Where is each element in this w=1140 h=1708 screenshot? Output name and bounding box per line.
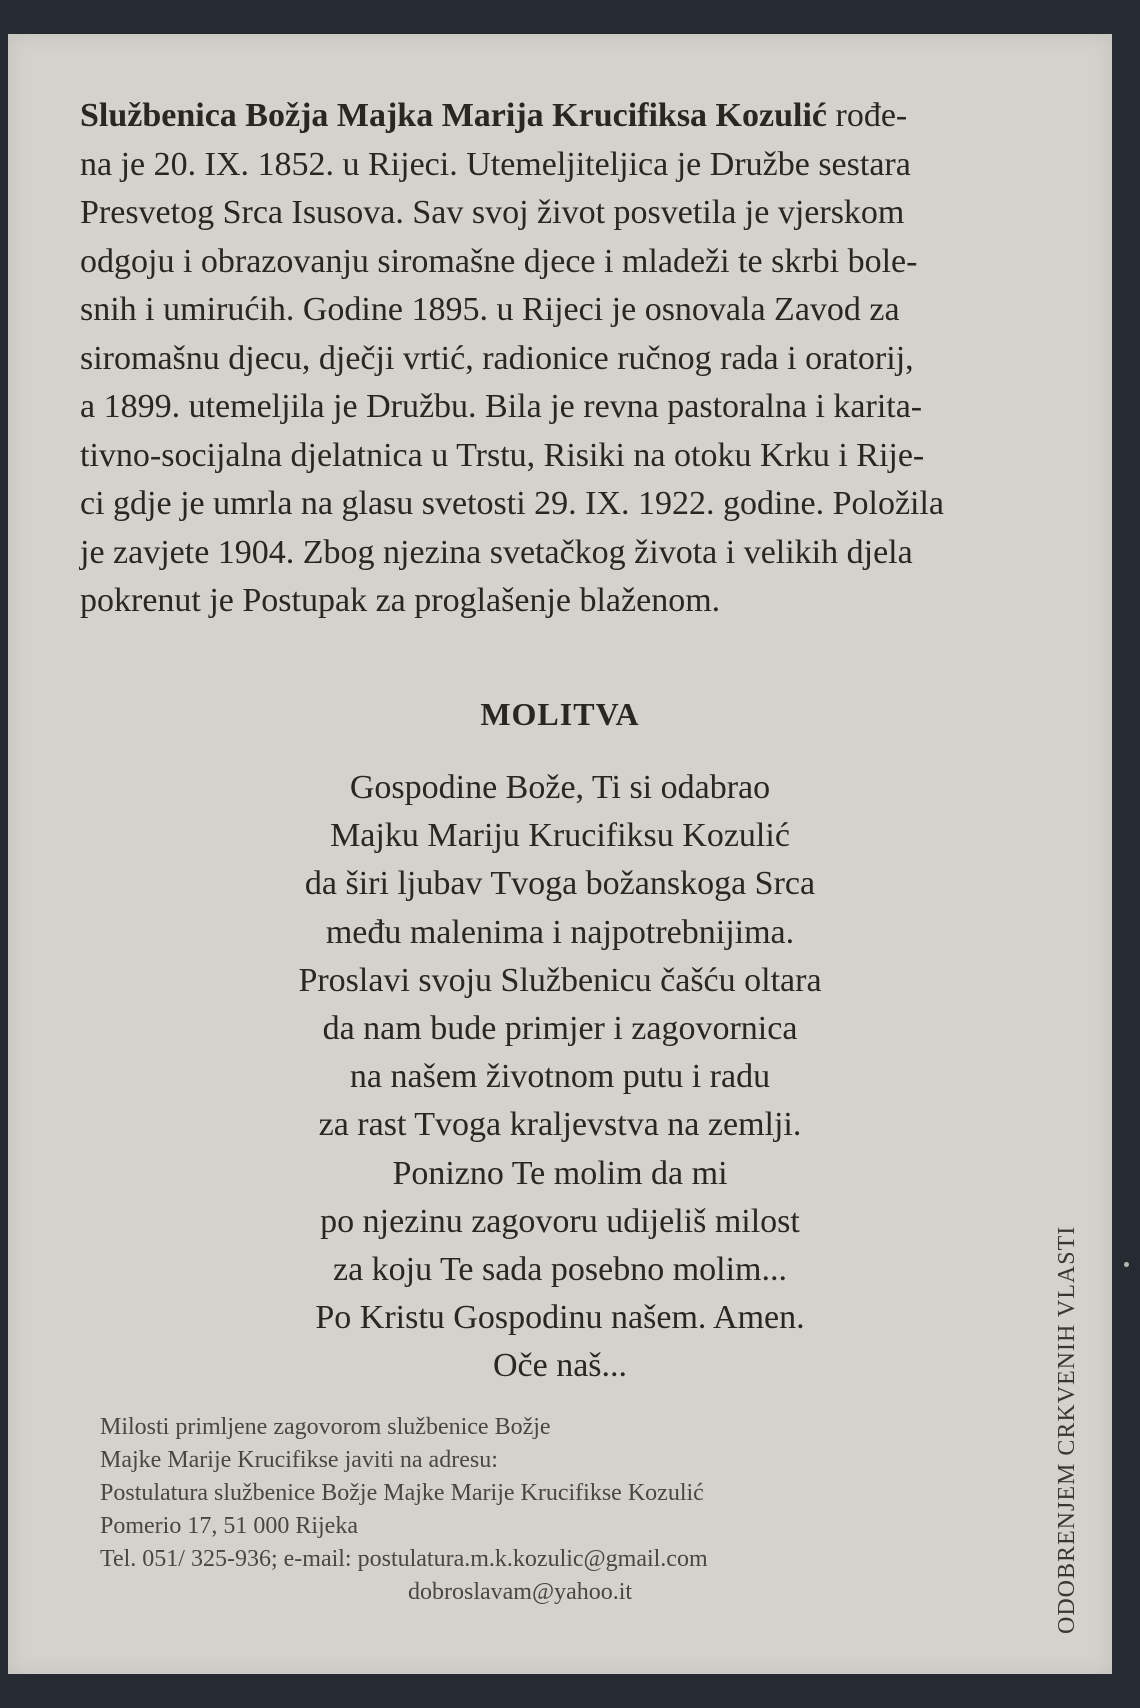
footer-address-name: Postulatura službenice Božje Majke Marije Krucifikse Kozulić [100,1480,704,1506]
prayer-line: za koju Te sada posebno molim... [332,1251,788,1289]
footer-contact-phone-email: Tel. 051/ 325-936; e-mail: postulatura.m.k.kozulic@gmail.com [100,1546,708,1572]
prayer-line: Oče naš... [492,1347,628,1385]
prayer-card [8,34,1112,1674]
prayer-line: po njezinu zagovoru udijeliš milost [320,1202,800,1240]
bio-line: pokrenut je Postupak za proglašenje blaženom. [80,582,721,619]
footer-line: Milosti primljene zagovorom službenice Božje [100,1414,551,1440]
bio-name: Službenica Božja Majka Marija Krucifiksa Kozulić [80,97,827,134]
prayer-line: Majku Mariju Krucifiksu Kozulić [330,817,790,855]
prayer-line: za rast Tvoga kraljevstva na zemlji. [318,1106,802,1144]
contact-footer [100,1411,900,1609]
prayer-line: Ponizno Te molim da mi [392,1154,728,1192]
prayer-line: Po Kristu Gospodinu našem. Amen. [315,1299,805,1337]
prayer-title: MOLITVA [480,696,640,732]
prayer-text [8,764,1112,1391]
bio-line: na je 20. IX. 1852. u Rijeci. Utemeljiteljica je Družbe sestara [80,145,911,183]
bio-line: Presvetog Srca Isusova. Sav svoj život posvetila je vjerskom [80,194,905,231]
bio-line: tivno-socijalna djelatnica u Trstu, Risiki na otoku Krku i Rije- [80,436,925,474]
bio-line: snih i umirućih. Godine 1895. u Rijeci je osnovala Zavod za [80,291,900,328]
prayer-line: Proslavi svoju Službenicu čašću oltara [298,961,822,999]
church-approval-note: ODOBRENJEM CRKVENIH VLASTI [1054,1225,1080,1634]
bio-line: siromašnu djecu, dječji vrtić, radionice ručnog rada i oratorij, [80,339,914,377]
bio-line: a 1899. utemeljila je Družbu. Bila je revna pastoralna i karita- [80,388,923,425]
background-dot [1124,1262,1129,1267]
footer-line: Majke Marije Krucifikse javiti na adresu: [100,1447,498,1473]
footer-email-secondary: dobroslavam@yahoo.it [408,1579,633,1605]
prayer-line: da širi ljubav Tvoga božanskoga Srca [304,865,816,903]
bio-line: ci gdje je umrla na glasu svetosti 29. IX. 1922. godine. Položila [80,485,945,522]
prayer-line: među malenima i najpotrebnijima. [325,913,795,951]
bio-line: je zavjete 1904. Zbog njezina svetačkog života i velikih djela [80,533,913,571]
bio-line-first [80,92,1060,141]
prayer-line: na našem životnom putu i radu [349,1058,771,1096]
footer-address-street: Pomerio 17, 51 000 Rijeka [100,1513,358,1539]
bio-line: rođe- [827,97,908,134]
prayer-line: da nam bude primjer i zagovornica [322,1010,798,1048]
prayer-line: Gospodine Bože, Ti si odabrao [349,769,771,806]
biography-text [80,92,1060,626]
bio-line: odgoju i obrazovanju siromašne djece i mladeži te skrbi bole- [80,242,918,280]
